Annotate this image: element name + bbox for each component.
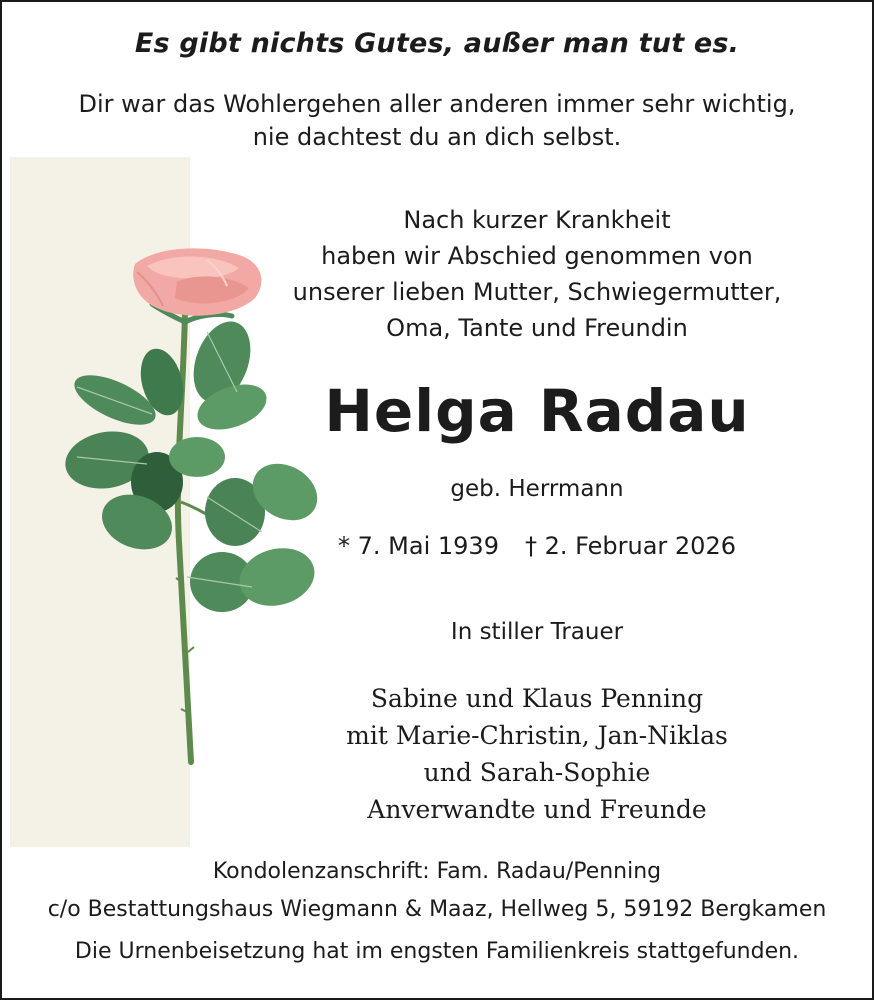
mourners-list — [262, 680, 812, 828]
mourner-line-1: Sabine und Klaus Penning — [370, 684, 704, 713]
mourner-line-3: und Sarah-Sophie — [423, 758, 651, 787]
announcement-line-3: unserer lieben Mutter, Schwiegermutter, — [292, 278, 782, 306]
intro-line-1: Dir war das Wohlergehen aller anderen immer sehr wichtig, — [78, 90, 796, 118]
announcement-line-1: Nach kurzer Krankheit — [403, 206, 671, 234]
announcement-line-4: Oma, Tante und Freundin — [386, 314, 688, 342]
motto: Es gibt nichts Gutes, außer man tut es. — [134, 28, 740, 59]
intro-line-2: nie dachtest du an dich selbst. — [252, 123, 622, 151]
condolence-address: c/o Bestattungshaus Wiegmann & Maaz, Hellweg 5, 59192 Bergkamen — [47, 897, 827, 922]
intro-text — [2, 88, 872, 154]
deceased-name: Helga Radau — [324, 377, 750, 445]
footer — [2, 853, 872, 971]
announcement-line-2: haben wir Abschied genommen von — [321, 242, 753, 270]
death-date: † 2. Februar 2026 — [524, 532, 736, 560]
life-dates — [262, 532, 812, 560]
condolence-label: Kondolenzanschrift: Fam. Radau/Penning — [212, 859, 662, 884]
mourner-line-4: Anverwandte und Freunde — [367, 795, 707, 824]
maiden-name: geb. Herrmann — [450, 476, 624, 502]
announcement-text — [262, 202, 812, 346]
birth-date: * 7. Mai 1939 — [338, 532, 499, 560]
mourning-line: In stiller Trauer — [450, 619, 624, 645]
mourner-line-2: mit Marie-Christin, Jan-Niklas — [346, 721, 728, 750]
burial-note: Die Urnenbeisetzung hat im engsten Familienkreis stattgefunden. — [74, 939, 800, 964]
